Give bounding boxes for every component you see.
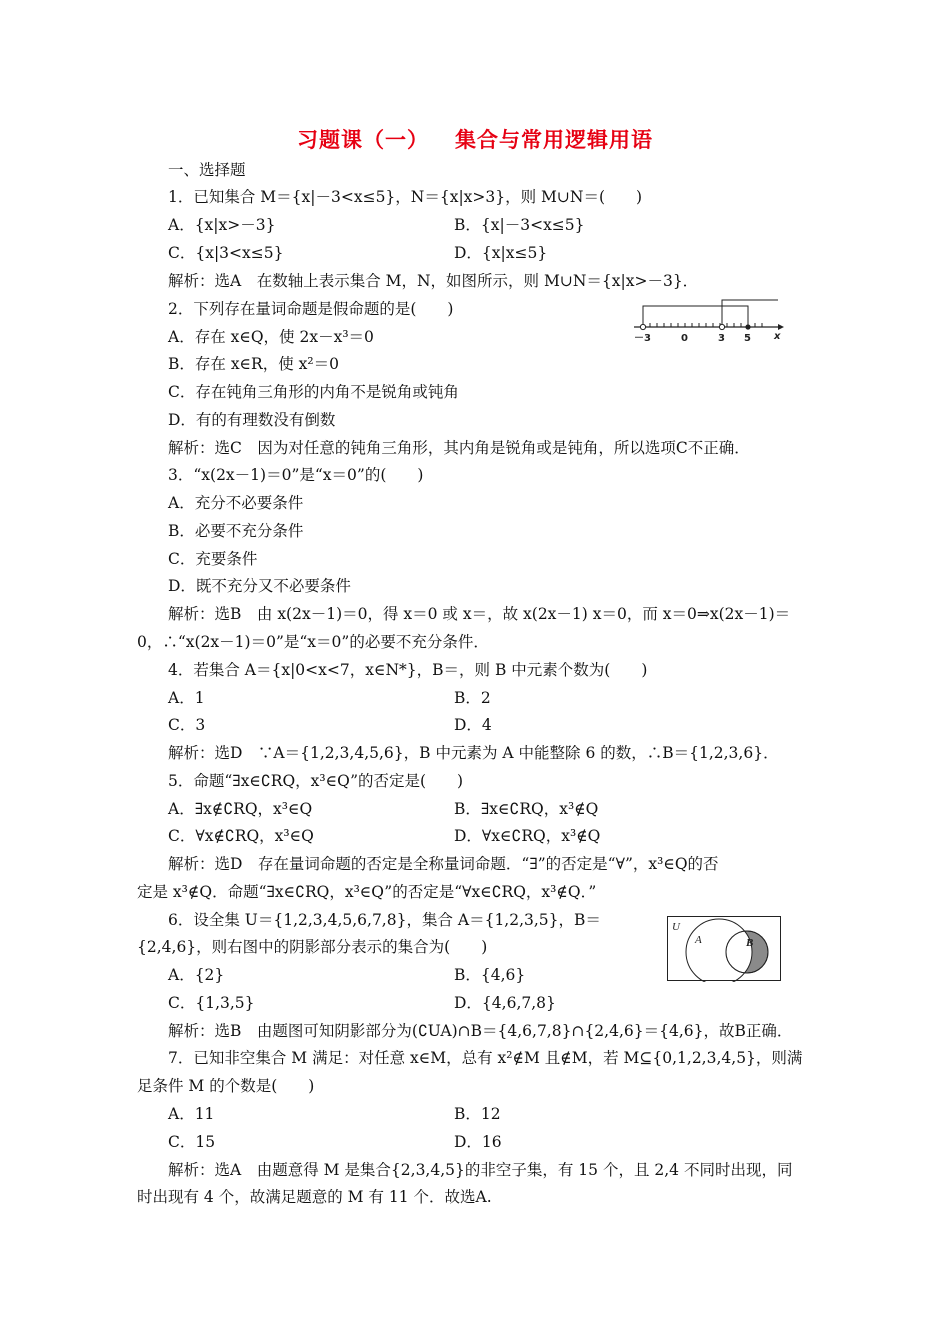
q6-option-a: A．{2} (168, 966, 225, 984)
q7-option-d: D．16 (454, 1133, 502, 1151)
q4-option-d: D．4 (454, 716, 492, 734)
question-7-stem-line-2: 足条件 M 的个数是( ) (137, 1077, 315, 1095)
q3-analysis-line-1: 解析：选B 由 x(2x－1)＝0，得 x＝0 或 x＝，故 x(2x－1) x＝0，而 x＝0⇒x(2x－1)＝ (168, 605, 791, 623)
q7-analysis-line-1: 解析：选A 由题意得 M 是集合{2,3,4,5}的非空子集，有 15 个，且 2,4 不同时出现，同 (168, 1161, 793, 1179)
q6-option-b: B．{4,6} (454, 966, 526, 984)
q3-option-c: C．充要条件 (168, 550, 258, 568)
q3-option-a: A．充分不必要条件 (168, 494, 304, 512)
q5-option-a: A．∃x∉∁RQ，x³∈Q (168, 800, 313, 818)
q5-analysis-line-1: 解析：选D 存在量词命题的否定是全称量词命题．“∃”的否定是“∀”，x³∈Q的否 (168, 855, 719, 873)
q7-analysis-line-2: 时出现有 4 个，故满足题意的 M 有 11 个．故选A. (137, 1188, 492, 1206)
venn-label-u: U (672, 921, 680, 933)
question-7-stem-line-1: 7．已知非空集合 M 满足：对任意 x∈M，总有 x²∉M 且∉M，若 M⊆{0,1,2,3,4,5}，则满 (168, 1049, 803, 1067)
tick-label-0: 0 (681, 333, 688, 344)
question-6-stem-line-1: 6．设全集 U＝{1,2,3,4,5,6,7,8}，集合 A＝{1,2,3,5}，B＝ (168, 911, 601, 929)
q2-option-b: B．存在 x∈R，使 x²＝0 (168, 355, 339, 373)
q5-option-c: C．∀x∉∁RQ，x³∈Q (168, 827, 314, 845)
q1-option-b: B．{x|－3<x≤5} (454, 216, 585, 234)
q5-analysis-line-2: 定是 x³∉Q．命题“∃x∈∁RQ，x³∈Q”的否定是“∀x∈∁RQ，x³∉Q．” (137, 883, 597, 901)
q3-option-b: B．必要不充分条件 (168, 522, 304, 540)
question-4-stem: 4．若集合 A＝{x|0<x<7，x∈N*}，B＝，则 B 中元素个数为( ) (168, 661, 648, 679)
q1-option-a: A．{x|x>－3} (168, 216, 276, 234)
tick-label-neg3: －3 (634, 333, 651, 344)
question-2-stem: 2．下列存在量词命题是假命题的是( ) (168, 300, 454, 318)
q2-option-c: C．存在钝角三角形的内角不是锐角或钝角 (168, 383, 459, 401)
q7-option-a: A．11 (168, 1105, 215, 1123)
q2-option-a: A．存在 x∈Q，使 2x－x³＝0 (168, 328, 374, 346)
q6-option-d: D．{4,6,7,8} (454, 994, 556, 1012)
q4-option-b: B．2 (454, 689, 491, 707)
question-3-stem: 3．“x(2x－1)＝0”是“x＝0”的( ) (168, 466, 424, 484)
question-5-stem: 5．命题“∃x∈∁RQ，x³∈Q”的否定是( ) (168, 772, 464, 790)
q4-option-c: C．3 (168, 716, 206, 734)
q7-option-b: B．12 (454, 1105, 501, 1123)
q5-option-d: D．∀x∈∁RQ，x³∉Q (454, 827, 601, 845)
q4-analysis: 解析：选D ∵A＝{1,2,3,4,5,6}，B 中元素为 A 中能整除 6 的数，∴B＝{1,2,3,6}． (168, 744, 779, 762)
tick-label-3: 3 (718, 333, 725, 344)
q3-analysis-line-2: 0，∴“x(2x－1)＝0”是“x＝0”的必要不充分条件． (137, 633, 489, 651)
q2-option-d: D．有的有理数没有倒数 (168, 411, 336, 429)
q2-analysis: 解析：选C 因为对任意的钝角三角形，其内角是锐角或是钝角，所以选项C不正确． (168, 439, 750, 457)
tick-label-5: 5 (744, 333, 751, 344)
question-6-stem-line-2: {2,4,6}，则右图中的阴影部分表示的集合为( ) (137, 938, 488, 956)
axis-label-x: x (774, 331, 781, 342)
page-title: 习题课（一） 集合与常用逻辑用语 (297, 128, 653, 152)
q4-option-a: A．1 (168, 689, 205, 707)
question-1-stem: 1．已知集合 M＝{x|－3<x≤5}，N＝{x|x>3}，则 M∪N＝( ) (168, 188, 643, 206)
venn-label-a: A (695, 934, 702, 946)
venn-diagram (667, 916, 782, 982)
q6-option-c: C．{1,3,5} (168, 994, 255, 1012)
q1-option-d: D．{x|x≤5} (454, 244, 548, 262)
section-heading: 一、选择题 (168, 161, 246, 179)
q7-option-c: C．15 (168, 1133, 216, 1151)
q1-option-c: C．{x|3<x≤5} (168, 244, 284, 262)
q1-analysis: 解析：选A 在数轴上表示集合 M，N，如图所示，则 M∪N＝{x|x>－3}． (168, 272, 699, 290)
q3-option-d: D．既不充分又不必要条件 (168, 577, 351, 595)
q5-option-b: B．∃x∈∁RQ，x³∉Q (454, 800, 599, 818)
venn-label-b: B (746, 937, 754, 949)
q6-analysis: 解析：选B 由题图可知阴影部分为(∁UA)∩B＝{4,6,7,8}∩{2,4,6}＝{4,6}，故B正确． (168, 1022, 793, 1040)
